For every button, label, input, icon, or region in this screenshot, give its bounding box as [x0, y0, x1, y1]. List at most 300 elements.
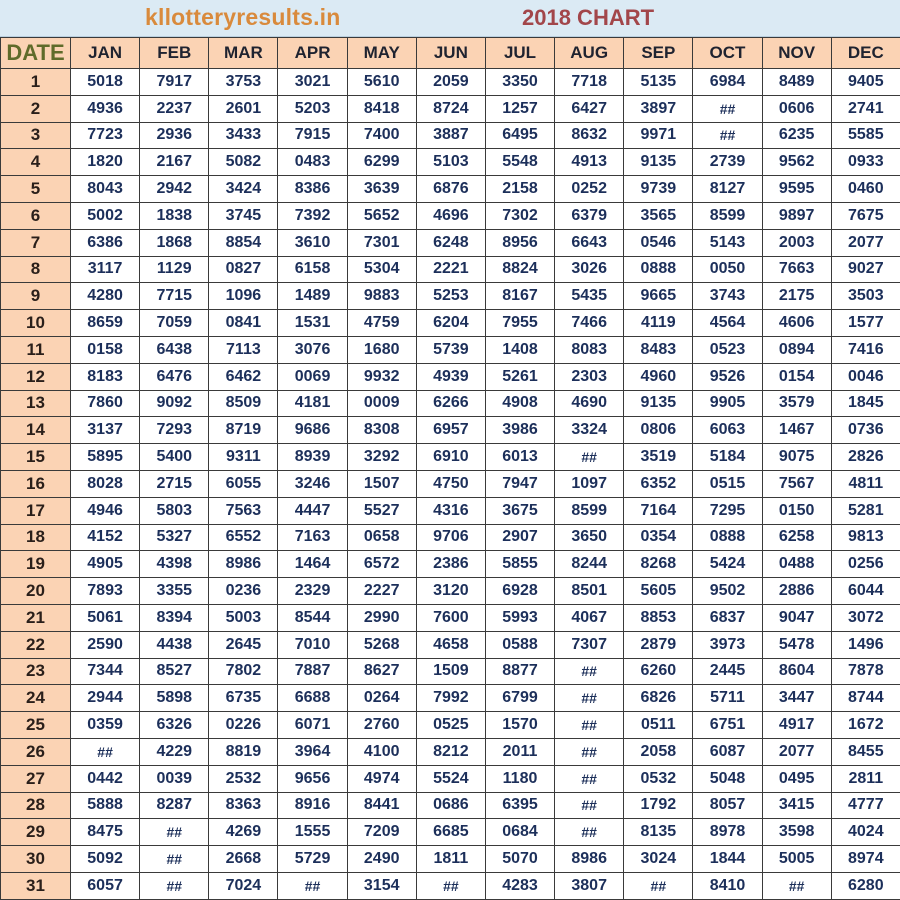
result-cell: 3355: [140, 578, 209, 605]
result-cell: 8978: [693, 819, 762, 846]
result-cell: 7718: [555, 69, 624, 96]
result-cell: 5005: [762, 846, 831, 873]
result-cell: 5048: [693, 765, 762, 792]
result-cell: 7024: [209, 872, 278, 899]
table-row: [1, 363, 900, 390]
result-cell: 8744: [831, 685, 900, 712]
month-header-mar: MAR: [209, 38, 278, 69]
result-cell-missing: ##: [416, 872, 485, 899]
result-cell: 3154: [347, 872, 416, 899]
result-cell: 8974: [831, 846, 900, 873]
result-cell: 0658: [347, 524, 416, 551]
month-header-nov: NOV: [762, 38, 831, 69]
result-cell: 8028: [71, 470, 140, 497]
date-cell: 25: [1, 712, 71, 739]
result-cell: 6876: [416, 176, 485, 203]
result-cell: 4936: [71, 95, 140, 122]
result-cell: 5803: [140, 497, 209, 524]
result-cell: 5993: [485, 604, 554, 631]
result-cell: 2077: [762, 738, 831, 765]
result-cell: 9405: [831, 69, 900, 96]
result-cell: 4447: [278, 497, 347, 524]
result-cell: 6462: [209, 363, 278, 390]
result-cell: 0523: [693, 336, 762, 363]
result-cell: 3887: [416, 122, 485, 149]
table-row: [1, 846, 900, 873]
result-cell: 2227: [347, 578, 416, 605]
result-cell: 5548: [485, 149, 554, 176]
result-cell: 4960: [624, 363, 693, 390]
result-cell: 1811: [416, 846, 485, 873]
chart-title: 2018 CHART: [522, 5, 655, 30]
result-cell: 7010: [278, 631, 347, 658]
result-cell: 3675: [485, 497, 554, 524]
result-cell: 8604: [762, 658, 831, 685]
result-cell: 1129: [140, 256, 209, 283]
result-cell: 3120: [416, 578, 485, 605]
result-cell: 7466: [555, 310, 624, 337]
result-cell: 6057: [71, 872, 140, 899]
date-cell: 20: [1, 578, 71, 605]
result-cell: 4946: [71, 497, 140, 524]
result-cell-missing: ##: [555, 685, 624, 712]
table-row: [1, 497, 900, 524]
result-cell: 2329: [278, 578, 347, 605]
result-cell: 9686: [278, 417, 347, 444]
month-header-oct: OCT: [693, 38, 762, 69]
result-cell: 8127: [693, 176, 762, 203]
result-cell: 3447: [762, 685, 831, 712]
result-cell: 0046: [831, 363, 900, 390]
result-cell: 8659: [71, 310, 140, 337]
result-cell: 1555: [278, 819, 347, 846]
result-cell: 6395: [485, 792, 554, 819]
result-cell: 2490: [347, 846, 416, 873]
result-cell: 0154: [762, 363, 831, 390]
month-header-jan: JAN: [71, 38, 140, 69]
result-cell: 3246: [278, 470, 347, 497]
result-cell-missing: ##: [555, 819, 624, 846]
month-header-apr: APR: [278, 38, 347, 69]
result-cell: 2942: [140, 176, 209, 203]
result-cell: 4913: [555, 149, 624, 176]
result-cell: 8527: [140, 658, 209, 685]
result-cell: 8183: [71, 363, 140, 390]
result-cell: 0827: [209, 256, 278, 283]
date-cell: 9: [1, 283, 71, 310]
result-cell: 8854: [209, 229, 278, 256]
result-cell: 8986: [555, 846, 624, 873]
result-cell: 8489: [762, 69, 831, 96]
date-cell: 17: [1, 497, 71, 524]
result-cell: 7917: [140, 69, 209, 96]
result-cell: 7715: [140, 283, 209, 310]
result-cell: 1680: [347, 336, 416, 363]
date-column-header: DATE: [1, 38, 71, 69]
date-cell: 14: [1, 417, 71, 444]
result-cell: 7860: [71, 390, 140, 417]
result-cell: 1577: [831, 310, 900, 337]
result-cell: 6158: [278, 256, 347, 283]
result-cell: 8410: [693, 872, 762, 899]
result-cell: 2811: [831, 765, 900, 792]
result-cell: 6643: [555, 229, 624, 256]
result-cell: 6438: [140, 336, 209, 363]
result-cell-missing: ##: [555, 792, 624, 819]
result-cell: 7663: [762, 256, 831, 283]
result-cell: 2990: [347, 604, 416, 631]
result-cell: 1509: [416, 658, 485, 685]
result-cell: 1408: [485, 336, 554, 363]
table-row: [1, 95, 900, 122]
result-cell: 6258: [762, 524, 831, 551]
result-cell: 4283: [485, 872, 554, 899]
result-cell: 4939: [416, 363, 485, 390]
result-cell: 5400: [140, 444, 209, 471]
result-cell: 1097: [555, 470, 624, 497]
table-row: [1, 149, 900, 176]
result-cell: 9027: [831, 256, 900, 283]
result-cell: 2590: [71, 631, 140, 658]
result-cell: 2003: [762, 229, 831, 256]
result-cell: 0511: [624, 712, 693, 739]
result-cell: 0069: [278, 363, 347, 390]
result-cell: 6910: [416, 444, 485, 471]
result-cell: 6957: [416, 417, 485, 444]
result-cell: 0736: [831, 417, 900, 444]
result-cell: 7302: [485, 202, 554, 229]
date-cell: 3: [1, 122, 71, 149]
result-cell: 2907: [485, 524, 554, 551]
result-cell: 3745: [209, 202, 278, 229]
result-cell: 6495: [485, 122, 554, 149]
date-cell: 24: [1, 685, 71, 712]
result-cell: 9739: [624, 176, 693, 203]
result-cell: 8043: [71, 176, 140, 203]
result-cell: 4280: [71, 283, 140, 310]
result-cell: 6013: [485, 444, 554, 471]
month-header-dec: DEC: [831, 38, 900, 69]
date-cell: 22: [1, 631, 71, 658]
result-cell: 5711: [693, 685, 762, 712]
result-cell: 7915: [278, 122, 347, 149]
result-cell: 5082: [209, 149, 278, 176]
result-cell: 8287: [140, 792, 209, 819]
result-cell: 3743: [693, 283, 762, 310]
table-row: [1, 69, 900, 96]
date-cell: 15: [1, 444, 71, 471]
result-cell-missing: ##: [278, 872, 347, 899]
result-cell: 0515: [693, 470, 762, 497]
result-cell: 5435: [555, 283, 624, 310]
result-cell: 9092: [140, 390, 209, 417]
result-cell: 1096: [209, 283, 278, 310]
table-body: [1, 69, 900, 900]
result-cell: 0236: [209, 578, 278, 605]
result-cell: 3415: [762, 792, 831, 819]
result-cell: 2175: [762, 283, 831, 310]
result-cell: 0525: [416, 712, 485, 739]
result-cell: 9665: [624, 283, 693, 310]
result-cell: 6248: [416, 229, 485, 256]
result-cell: 9311: [209, 444, 278, 471]
result-cell: 1257: [485, 95, 554, 122]
result-cell: 0495: [762, 765, 831, 792]
result-cell: 8135: [624, 819, 693, 846]
result-cell: 8083: [555, 336, 624, 363]
month-header-jul: JUL: [485, 38, 554, 69]
result-cell: 8441: [347, 792, 416, 819]
result-cell: 8824: [485, 256, 554, 283]
result-cell: 6572: [347, 551, 416, 578]
result-cell: 0050: [693, 256, 762, 283]
result-cell: 6063: [693, 417, 762, 444]
result-cell: 6799: [485, 685, 554, 712]
result-cell: 0606: [762, 95, 831, 122]
result-cell: 5092: [71, 846, 140, 873]
result-cell-missing: ##: [71, 738, 140, 765]
result-cell: 0150: [762, 497, 831, 524]
result-cell: 8916: [278, 792, 347, 819]
result-cell: 8167: [485, 283, 554, 310]
result-cell: 3610: [278, 229, 347, 256]
result-cell: 6984: [693, 69, 762, 96]
table-row: [1, 604, 900, 631]
result-cell: 0588: [485, 631, 554, 658]
result-cell: 4908: [485, 390, 554, 417]
result-cell: 2237: [140, 95, 209, 122]
result-cell: 5203: [278, 95, 347, 122]
result-cell: 0888: [624, 256, 693, 283]
result-cell: 7164: [624, 497, 693, 524]
result-cell: 7563: [209, 497, 278, 524]
result-cell: 4606: [762, 310, 831, 337]
result-cell: 8853: [624, 604, 693, 631]
table-row: [1, 551, 900, 578]
result-cell: 7802: [209, 658, 278, 685]
result-cell: 2936: [140, 122, 209, 149]
result-cell: 9135: [624, 149, 693, 176]
result-cell: 5184: [693, 444, 762, 471]
result-cell: 0460: [831, 176, 900, 203]
table-row: [1, 819, 900, 846]
result-cell: 2011: [485, 738, 554, 765]
result-cell-missing: ##: [693, 95, 762, 122]
result-cell: 6044: [831, 578, 900, 605]
result-cell: 0483: [278, 149, 347, 176]
result-cell: 3137: [71, 417, 140, 444]
result-cell: 3424: [209, 176, 278, 203]
result-cell: 5327: [140, 524, 209, 551]
result-cell: 7955: [485, 310, 554, 337]
result-cell: 9932: [347, 363, 416, 390]
result-cell: 9595: [762, 176, 831, 203]
result-cell: 8483: [624, 336, 693, 363]
result-cell: 6326: [140, 712, 209, 739]
result-cell: 8363: [209, 792, 278, 819]
table-row: [1, 524, 900, 551]
result-cell: 2058: [624, 738, 693, 765]
result-cell: 8268: [624, 551, 693, 578]
result-cell: 2826: [831, 444, 900, 471]
result-cell: 2077: [831, 229, 900, 256]
result-cell: 1792: [624, 792, 693, 819]
result-cell: 8986: [209, 551, 278, 578]
result-cell: 7893: [71, 578, 140, 605]
result-cell: 6299: [347, 149, 416, 176]
table-row: [1, 176, 900, 203]
result-cell: 6260: [624, 658, 693, 685]
date-cell: 18: [1, 524, 71, 551]
result-cell-missing: ##: [555, 658, 624, 685]
result-cell: 6280: [831, 872, 900, 899]
result-cell: 7416: [831, 336, 900, 363]
result-cell: 6928: [485, 578, 554, 605]
result-cell: 3433: [209, 122, 278, 149]
result-cell: 8819: [209, 738, 278, 765]
result-cell: 1531: [278, 310, 347, 337]
result-cell: 5304: [347, 256, 416, 283]
result-cell: 6685: [416, 819, 485, 846]
result-cell: 9562: [762, 149, 831, 176]
result-cell: 1489: [278, 283, 347, 310]
result-cell: 3598: [762, 819, 831, 846]
result-cell: 8386: [278, 176, 347, 203]
table-row: [1, 256, 900, 283]
result-cell: 7567: [762, 470, 831, 497]
result-cell: 7293: [140, 417, 209, 444]
result-cell-missing: ##: [555, 738, 624, 765]
result-cell: 6826: [624, 685, 693, 712]
result-cell: 5895: [71, 444, 140, 471]
result-cell: 3897: [624, 95, 693, 122]
table-row: [1, 738, 900, 765]
result-cell: 0488: [762, 551, 831, 578]
result-cell: 3024: [624, 846, 693, 873]
result-cell: 0226: [209, 712, 278, 739]
result-cell: 4119: [624, 310, 693, 337]
result-cell: 7947: [485, 470, 554, 497]
site-name: kllotteryresults.in: [145, 4, 341, 30]
result-cell: 0933: [831, 149, 900, 176]
result-cell: 8308: [347, 417, 416, 444]
result-cell: 3973: [693, 631, 762, 658]
result-cell: 8475: [71, 819, 140, 846]
result-cell: 5527: [347, 497, 416, 524]
date-cell: 12: [1, 363, 71, 390]
result-cell: 6055: [209, 470, 278, 497]
result-cell: 3026: [555, 256, 624, 283]
result-cell: 7113: [209, 336, 278, 363]
table-row: [1, 122, 900, 149]
result-cell: 0158: [71, 336, 140, 363]
result-cell: 4564: [693, 310, 762, 337]
result-cell: 4316: [416, 497, 485, 524]
result-cell: 3324: [555, 417, 624, 444]
month-header-may: MAY: [347, 38, 416, 69]
result-cell: 4024: [831, 819, 900, 846]
result-cell: 2668: [209, 846, 278, 873]
date-cell: 8: [1, 256, 71, 283]
result-cell: 9905: [693, 390, 762, 417]
result-cell: 7209: [347, 819, 416, 846]
result-cell: 7400: [347, 122, 416, 149]
result-cell: 4777: [831, 792, 900, 819]
result-cell: 4905: [71, 551, 140, 578]
result-cell: 3021: [278, 69, 347, 96]
result-cell: 5018: [71, 69, 140, 96]
result-cell: 5610: [347, 69, 416, 96]
result-cell: 4690: [555, 390, 624, 417]
result-cell: 1464: [278, 551, 347, 578]
result-cell: 0442: [71, 765, 140, 792]
date-cell: 26: [1, 738, 71, 765]
table-row: [1, 444, 900, 471]
result-cell: 8394: [140, 604, 209, 631]
result-cell: 6735: [209, 685, 278, 712]
result-cell: 0532: [624, 765, 693, 792]
result-cell: 5888: [71, 792, 140, 819]
table-row: [1, 872, 900, 899]
result-cell: 2303: [555, 363, 624, 390]
results-table: [0, 37, 900, 900]
result-cell: 6204: [416, 310, 485, 337]
result-cell: 5478: [762, 631, 831, 658]
table-row: [1, 390, 900, 417]
result-cell: 5729: [278, 846, 347, 873]
result-cell: 8632: [555, 122, 624, 149]
result-cell: 4269: [209, 819, 278, 846]
result-cell: 7295: [693, 497, 762, 524]
result-cell: 8627: [347, 658, 416, 685]
result-cell: 2879: [624, 631, 693, 658]
result-cell: 9813: [831, 524, 900, 551]
result-cell: 1496: [831, 631, 900, 658]
result-cell: 2158: [485, 176, 554, 203]
result-cell: 0354: [624, 524, 693, 551]
result-cell: 6266: [416, 390, 485, 417]
result-cell: 4974: [347, 765, 416, 792]
result-cell: 5268: [347, 631, 416, 658]
result-cell: 5002: [71, 202, 140, 229]
result-cell: 8509: [209, 390, 278, 417]
result-cell: 0009: [347, 390, 416, 417]
month-header-feb: FEB: [140, 38, 209, 69]
result-cell: 8544: [278, 604, 347, 631]
result-cell: 3072: [831, 604, 900, 631]
result-cell: 7301: [347, 229, 416, 256]
header-row: [1, 38, 900, 69]
result-cell: 9526: [693, 363, 762, 390]
result-cell: 8599: [555, 497, 624, 524]
month-header-sep: SEP: [624, 38, 693, 69]
result-cell: 5739: [416, 336, 485, 363]
result-cell: 7878: [831, 658, 900, 685]
result-cell-missing: ##: [693, 122, 762, 149]
date-cell: 10: [1, 310, 71, 337]
result-cell: 9706: [416, 524, 485, 551]
result-cell: 4100: [347, 738, 416, 765]
result-cell: 5524: [416, 765, 485, 792]
result-cell: 0806: [624, 417, 693, 444]
result-cell: 7344: [71, 658, 140, 685]
result-cell: 1844: [693, 846, 762, 873]
result-cell: 0252: [555, 176, 624, 203]
result-cell: 5253: [416, 283, 485, 310]
result-cell: 2739: [693, 149, 762, 176]
result-cell: 1507: [347, 470, 416, 497]
table-row: [1, 792, 900, 819]
